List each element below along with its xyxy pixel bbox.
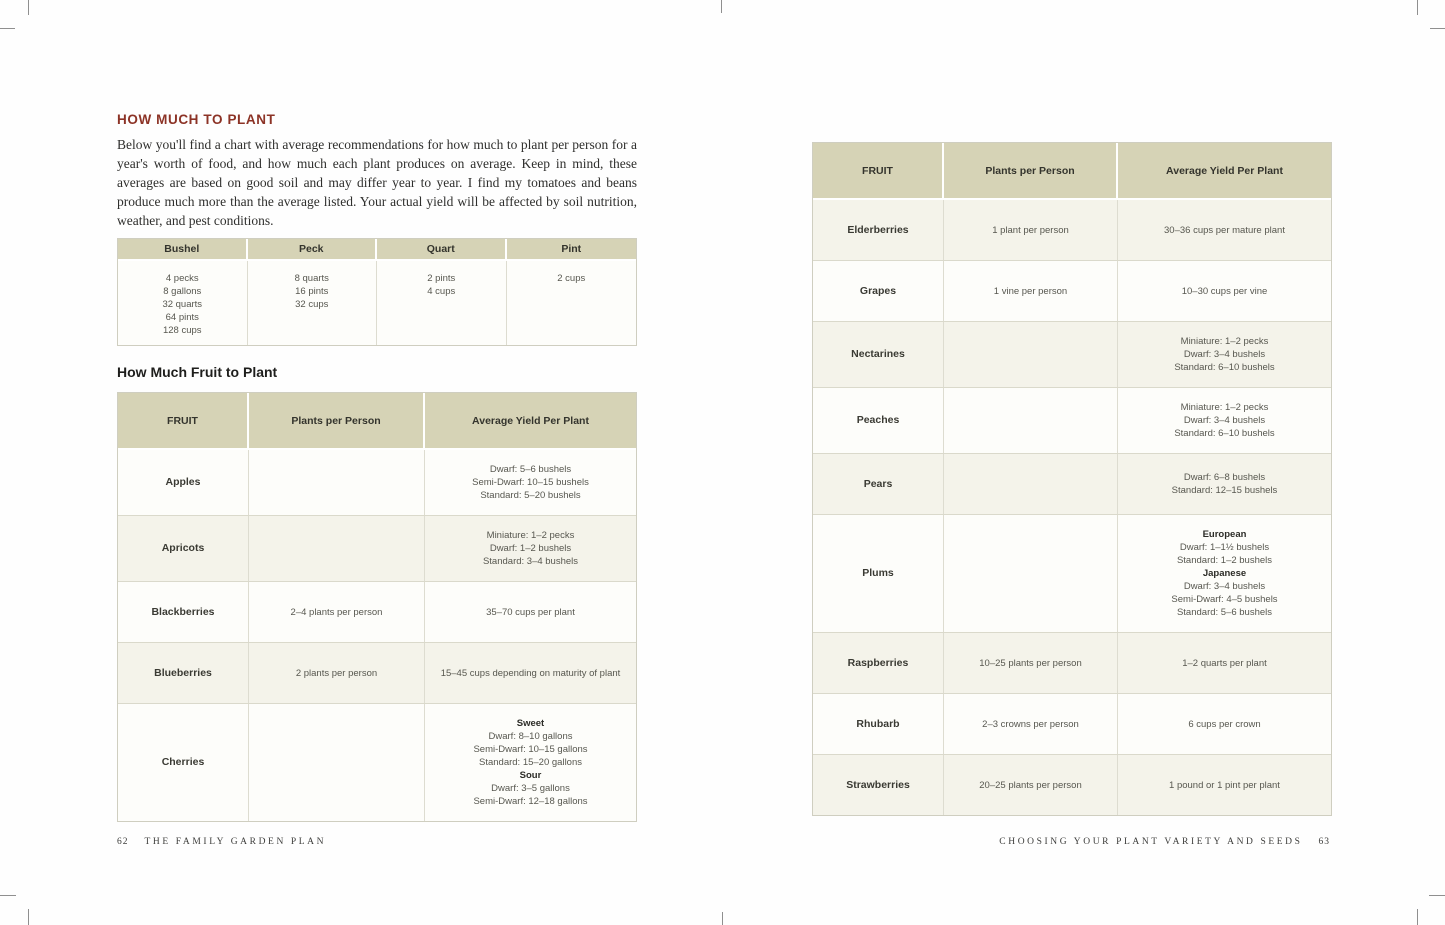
crop-mark: [28, 0, 29, 15]
average-yield-cell: [425, 516, 636, 581]
average-yield-cell: [1118, 261, 1331, 321]
table-row: [813, 321, 1331, 387]
yield-line: 6 cups per crown: [1188, 718, 1261, 730]
plants-per-person-cell: 1 vine per person: [944, 261, 1118, 321]
conversion-line: 8 quarts: [294, 273, 329, 284]
plants-per-person-cell: [944, 322, 1118, 387]
fruit-name-cell: Cherries: [118, 704, 249, 821]
table-row: [813, 260, 1331, 321]
plants-per-person-cell: [944, 454, 1118, 514]
yield-line: Semi-Dwarf: 10–15 bushels: [472, 477, 589, 488]
yield-line: Dwarf: 8–10 gallons: [488, 731, 573, 742]
yield-line: Dwarf: 1–2 bushels: [489, 543, 572, 554]
crop-mark: [1417, 0, 1418, 15]
yield-line: Dwarf: 5–6 bushels: [489, 464, 572, 475]
table-row: [813, 754, 1331, 815]
column-header-fruit: FRUIT: [118, 393, 249, 448]
conversion-table-body: [118, 261, 636, 345]
average-yield-cell: [425, 704, 636, 821]
fruit-table-right: [812, 142, 1332, 816]
plants-per-person-cell: 20–25 plants per person: [944, 755, 1118, 815]
average-yield-cell: [1118, 515, 1331, 632]
yield-line: Standard: 6–10 bushels: [1174, 428, 1275, 439]
fruit-name-cell: Nectarines: [813, 322, 944, 387]
conversion-line: 128 cups: [162, 325, 202, 336]
conversion-line: 32 cups: [295, 299, 329, 310]
yield-line: 30–36 cups per mature plant: [1164, 224, 1285, 236]
column-header-peck: Peck: [248, 239, 378, 259]
table-row: [813, 387, 1331, 453]
crop-mark: [1417, 909, 1418, 925]
average-yield-cell: [425, 643, 636, 703]
fruit-name-cell: Peaches: [813, 388, 944, 453]
fruit-name-cell: Grapes: [813, 261, 944, 321]
conversion-line: 2 cups: [557, 273, 586, 284]
table-row: [813, 632, 1331, 693]
yield-subheading: Sweet: [516, 718, 545, 729]
plants-per-person-cell: 2–4 plants per person: [249, 582, 425, 642]
crop-mark: [1429, 895, 1445, 896]
fruit-name-cell: Apples: [118, 450, 249, 515]
conversion-line: 16 pints: [295, 286, 329, 297]
conversion-line: 8 gallons: [163, 286, 202, 297]
yield-line: Dwarf: 6–8 bushels: [1183, 472, 1266, 483]
conversion-line: 64 pints: [165, 312, 199, 323]
table-row: [813, 514, 1331, 632]
crop-mark: [28, 909, 29, 925]
column-header-bushel: Bushel: [118, 239, 248, 259]
table-row: [118, 515, 636, 581]
column-header-average-yield: Average Yield Per Plant: [1118, 143, 1331, 198]
yield-line: 15–45 cups depending on maturity of plant: [440, 667, 621, 679]
fruit-name-cell: Elderberries: [813, 200, 944, 260]
yield-line: Dwarf: 1–1½ bushels: [1179, 542, 1270, 553]
left-footer: [117, 837, 326, 847]
column-header-quart: Quart: [377, 239, 507, 259]
average-yield-cell: [1118, 694, 1331, 754]
plants-per-person-cell: [944, 515, 1118, 632]
column-header-average-yield: Average Yield Per Plant: [425, 393, 636, 448]
plants-per-person-cell: 2 plants per person: [249, 643, 425, 703]
fruit-name-cell: Rhubarb: [813, 694, 944, 754]
fruit-table-left: [117, 392, 637, 822]
fruit-table-left-header: [118, 393, 636, 450]
yield-line: Dwarf: 3–4 bushels: [1183, 349, 1266, 360]
yield-line: Standard: 1–2 bushels: [1176, 555, 1273, 566]
yield-line: Dwarf: 3–5 gallons: [491, 783, 570, 794]
conversion-table-header: [118, 239, 636, 261]
yield-line: Standard: 15–20 gallons: [479, 757, 582, 768]
conversion-line: 4 cups: [427, 286, 456, 297]
fruit-name-cell: Plums: [813, 515, 944, 632]
average-yield-cell: [1118, 388, 1331, 453]
yield-line: 1–2 quarts per plant: [1182, 657, 1267, 669]
table-row: [118, 642, 636, 703]
plants-per-person-cell: [249, 516, 425, 581]
fruit-table-left-rows: [118, 450, 636, 821]
column-header-fruit: FRUIT: [813, 143, 944, 198]
yield-line: Miniature: 1–2 pecks: [1180, 336, 1269, 347]
fruit-table-right-rows: [813, 200, 1331, 815]
yield-line: Semi-Dwarf: 12–18 gallons: [473, 796, 588, 807]
conversion-line: 32 quarts: [162, 299, 203, 310]
average-yield-cell: [425, 582, 636, 642]
plants-per-person-cell: [944, 388, 1118, 453]
fruit-table-heading: How Much Fruit to Plant: [117, 364, 278, 380]
average-yield-cell: [1118, 454, 1331, 514]
table-row: [118, 450, 636, 515]
average-yield-cell: [1118, 322, 1331, 387]
running-title: THE FAMILY GARDEN PLAN: [144, 837, 327, 847]
column-header-plants-per-person: Plants per Person: [249, 393, 425, 448]
page-number: 63: [1318, 837, 1330, 847]
table-row: [813, 453, 1331, 514]
yield-line: Standard: 6–10 bushels: [1174, 362, 1275, 373]
average-yield-cell: [1118, 633, 1331, 693]
yield-subheading: European: [1202, 529, 1247, 540]
yield-subheading: Sour: [519, 770, 542, 781]
table-row: [118, 703, 636, 821]
conversion-cell: [118, 261, 248, 345]
fruit-name-cell: Blackberries: [118, 582, 249, 642]
yield-line: 10–30 cups per vine: [1181, 285, 1268, 297]
yield-line: Standard: 5–20 bushels: [480, 490, 581, 501]
column-header-plants-per-person: Plants per Person: [944, 143, 1118, 198]
plants-per-person-cell: 10–25 plants per person: [944, 633, 1118, 693]
yield-line: Dwarf: 3–4 bushels: [1183, 581, 1266, 592]
conversion-cell: [248, 261, 378, 345]
average-yield-cell: [1118, 200, 1331, 260]
table-row: [813, 693, 1331, 754]
yield-line: 35–70 cups per plant: [486, 606, 575, 618]
plants-per-person-cell: [249, 704, 425, 821]
plants-per-person-cell: 1 plant per person: [944, 200, 1118, 260]
crop-mark: [721, 0, 722, 13]
yield-line: Semi-Dwarf: 10–15 gallons: [473, 744, 588, 755]
conversion-cell: [377, 261, 507, 345]
crop-mark: [722, 912, 723, 925]
fruit-name-cell: Apricots: [118, 516, 249, 581]
plants-per-person-cell: 2–3 crowns per person: [944, 694, 1118, 754]
conversion-line: 4 pecks: [165, 273, 199, 284]
yield-line: Standard: 5–6 bushels: [1176, 607, 1273, 618]
conversion-table: [117, 238, 637, 346]
yield-line: Semi-Dwarf: 4–5 bushels: [1171, 594, 1278, 605]
average-yield-cell: [425, 450, 636, 515]
section-title: HOW MUCH TO PLANT: [117, 112, 276, 127]
fruit-name-cell: Pears: [813, 454, 944, 514]
plants-per-person-cell: [249, 450, 425, 515]
average-yield-cell: [1118, 755, 1331, 815]
yield-line: Miniature: 1–2 pecks: [1180, 402, 1269, 413]
intro-paragraph: Below you'll find a chart with average recommendations for how much to plant per person for a year's worth of food, and how much each plant produces on average. Keep in mind, these averages are based on good soil and may differ year to year. I find my tomatoes and beans produce much more than the average listed. Your actual yield will be affected by soil nutrition, weather, and pest conditions.: [117, 137, 637, 228]
yield-subheading: Japanese: [1202, 568, 1247, 579]
page-number: 62: [117, 837, 129, 847]
column-header-pint: Pint: [507, 239, 637, 259]
fruit-name-cell: Raspberries: [813, 633, 944, 693]
right-footer: [999, 837, 1330, 847]
conversion-line: 2 pints: [427, 273, 456, 284]
table-row: [813, 200, 1331, 260]
yield-line: 1 pound or 1 pint per plant: [1169, 779, 1280, 791]
left-page: [117, 112, 637, 822]
fruit-table-right-header: [813, 143, 1331, 200]
conversion-cell: [507, 261, 637, 345]
crop-mark: [0, 895, 16, 896]
yield-line: Standard: 12–15 bushels: [1171, 485, 1278, 496]
fruit-name-cell: Strawberries: [813, 755, 944, 815]
table-row: [118, 581, 636, 642]
running-title: CHOOSING YOUR PLANT VARIETY AND SEEDS: [999, 837, 1303, 847]
yield-line: Miniature: 1–2 pecks: [486, 530, 575, 541]
crop-mark: [0, 28, 15, 29]
yield-line: Dwarf: 3–4 bushels: [1183, 415, 1266, 426]
yield-line: Standard: 3–4 bushels: [482, 556, 579, 567]
fruit-name-cell: Blueberries: [118, 643, 249, 703]
crop-mark: [1430, 28, 1445, 29]
